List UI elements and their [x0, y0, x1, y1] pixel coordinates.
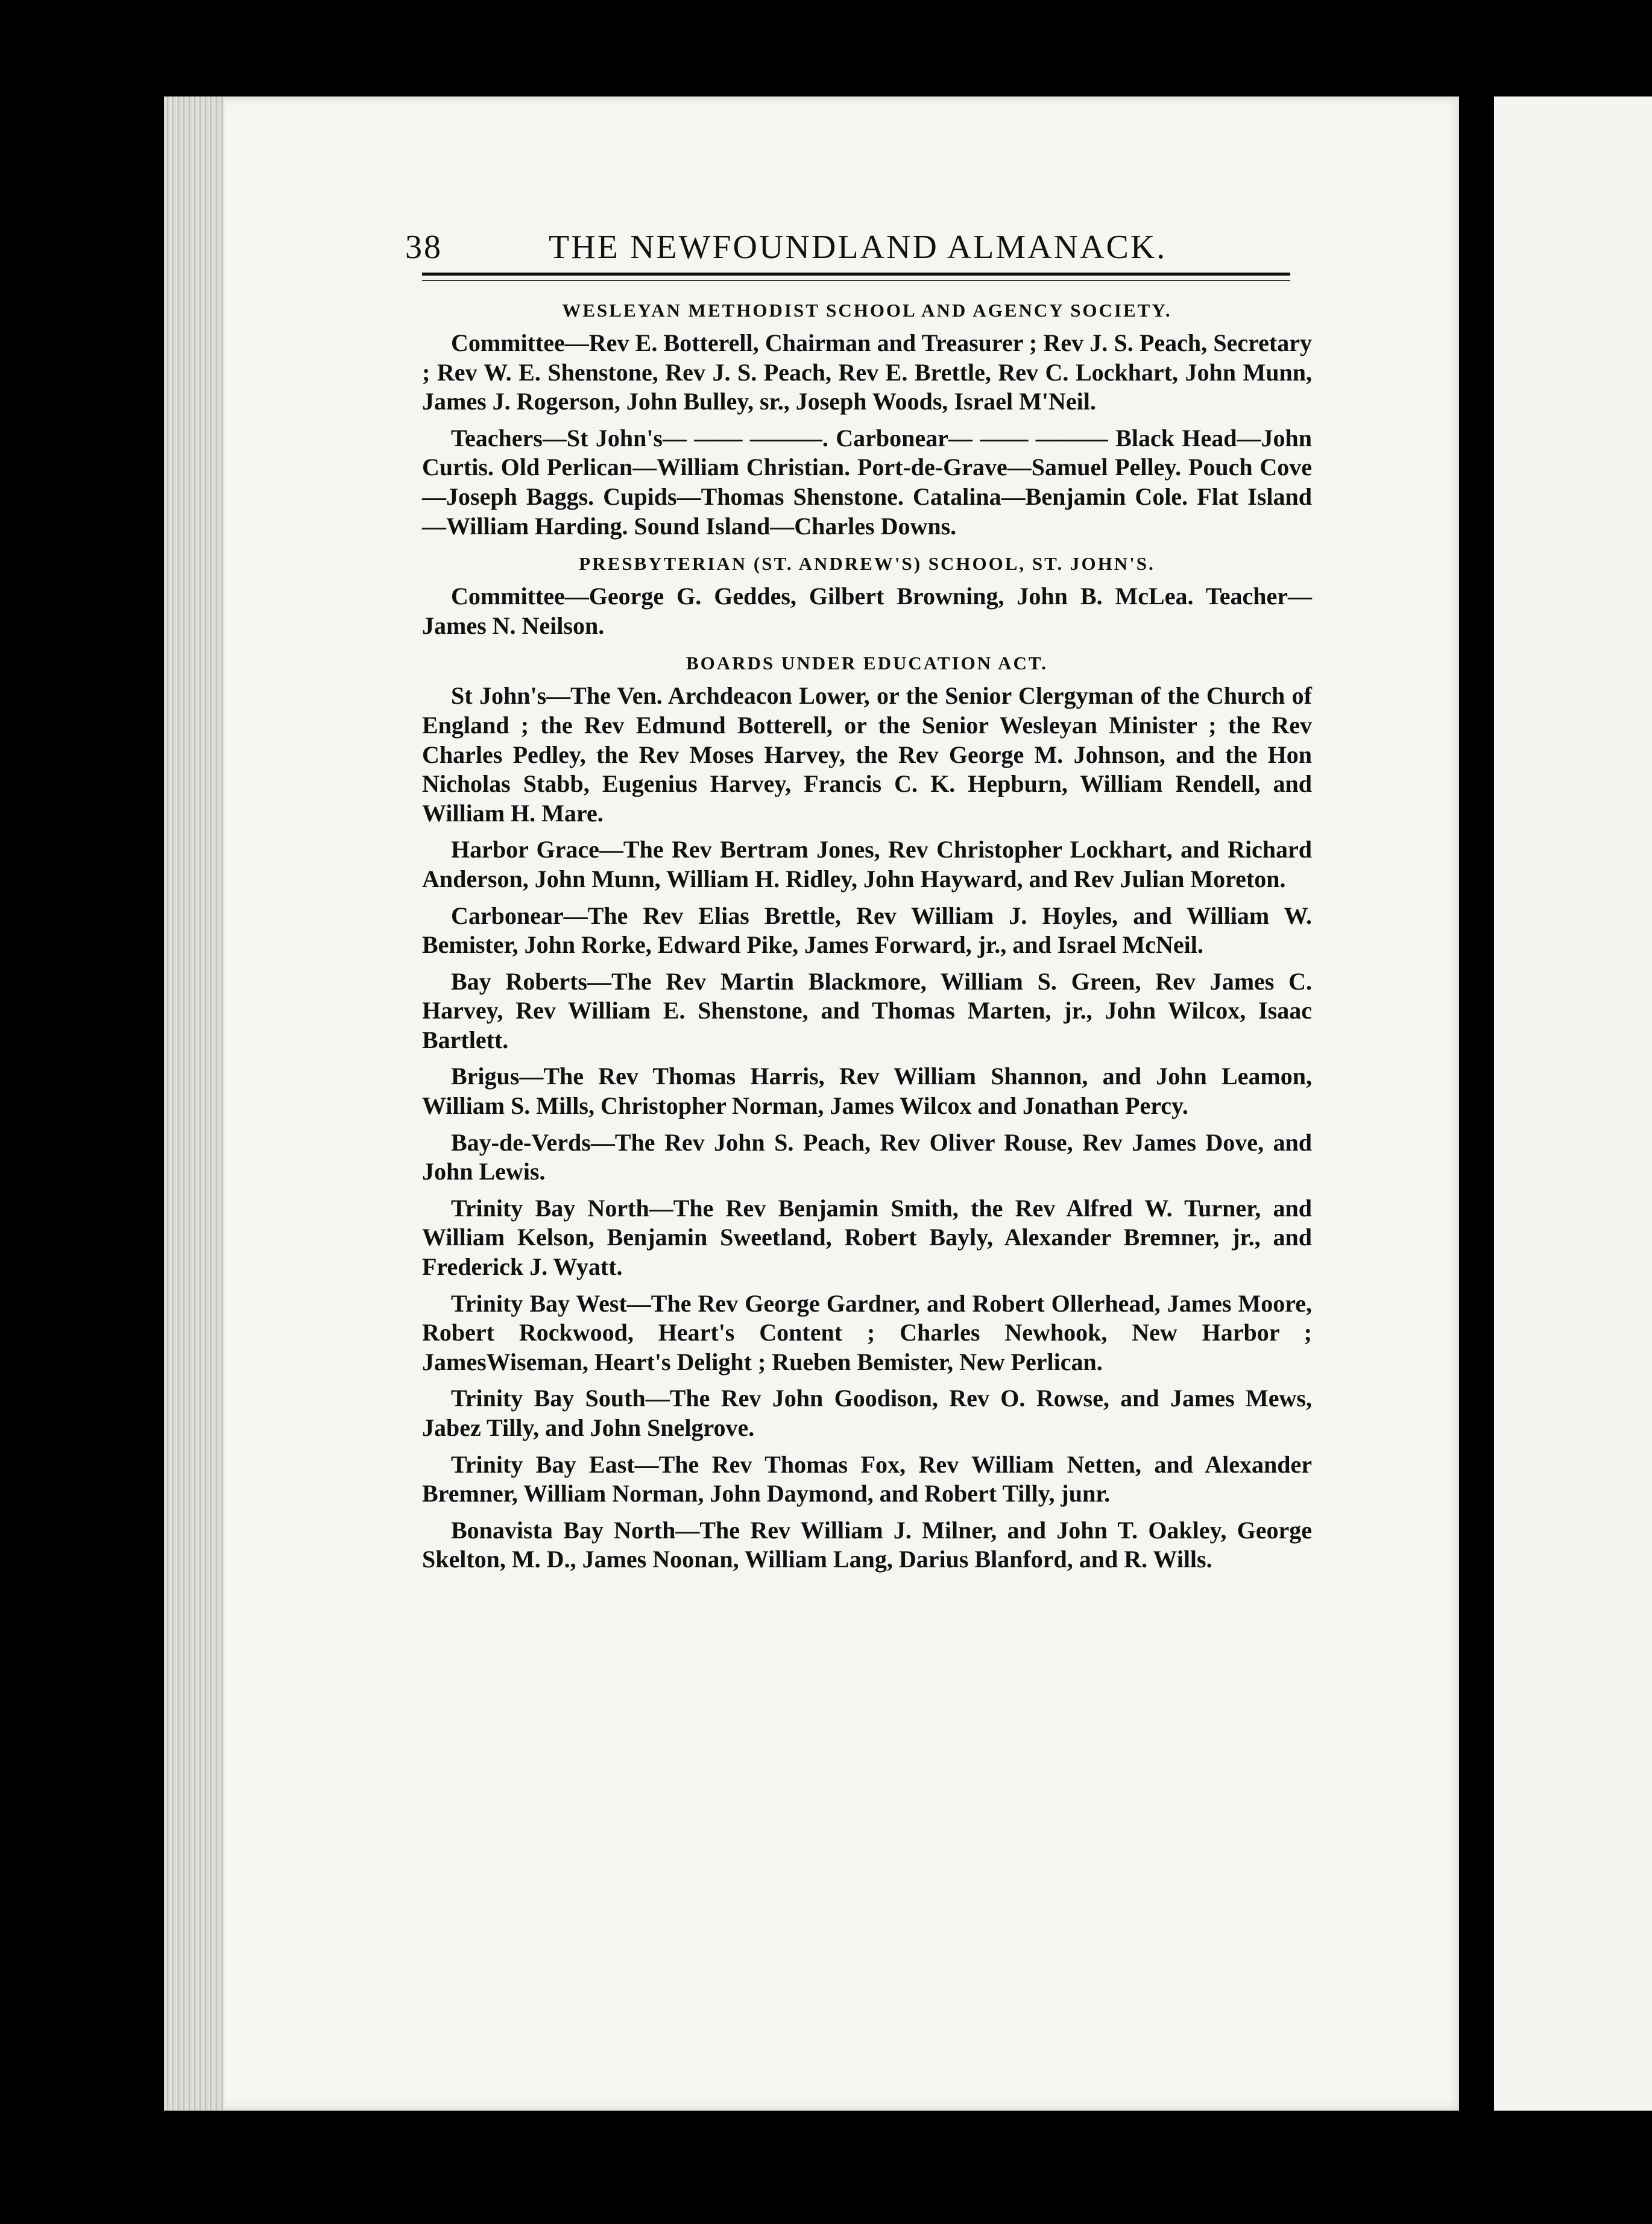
section-title: PRESBYTERIAN (ST. ANDREW'S) SCHOOL, ST. JOHN'S. — [579, 553, 1155, 575]
page-edge — [164, 96, 224, 2111]
paragraph: Committee—George G. Geddes, Gilbert Browning, John B. McLea. Teacher—James N. Neilson. — [422, 583, 1312, 639]
header-rule — [422, 273, 1290, 276]
page-content — [422, 292, 1312, 1582]
paragraph: Brigus—The Rev Thomas Harris, Rev William Shannon, and John Leamon, William S. Mills, Christopher Norman, James Wilcox and Jonathan Percy. — [422, 1063, 1312, 1120]
section-title: WESLEYAN METHODIST SCHOOL AND AGENCY SOCIETY. — [562, 300, 1172, 321]
paragraph: Carbonear—The Rev Elias Brettle, Rev William J. Hoyles, and William W. Bemister, John Rorke, Edward Pike, James Forward, jr., and Israel McNeil. — [422, 902, 1312, 959]
running-title: THE NEWFOUNDLAND ALMANACK. — [549, 229, 1167, 266]
facing-page — [1494, 96, 1652, 2111]
paragraph: Bay-de-Verds—The Rev John S. Peach, Rev Oliver Rouse, Rev James Dove, and John Lewis. — [422, 1128, 1312, 1186]
page-number: 38 — [405, 229, 443, 266]
header-rule-thin — [422, 280, 1290, 281]
paragraph: Committee—Rev E. Botterell, Chairman and Treasurer ; Rev J. S. Peach, Secretary ; Rev W. E. Shenstone, Rev J. S. Peach, Rev E. Brettle, Rev C. Lockhart, John Munn, James J. Rogerson, John Bulley, sr., Joseph Woods, Israel M'Neil. — [422, 329, 1312, 415]
paragraph: Trinity Bay West—The Rev George Gardner, and Robert Ollerhead, James Moore, Robert Rockwood, Heart's Content ; Charles Newhook, New Harbor ; JamesWiseman, Heart's Delight ; Rueben Bemister, New Perlican. — [422, 1289, 1312, 1376]
paragraph: Bay Roberts—The Rev Martin Blackmore, William S. Green, Rev James C. Harvey, Rev William E. Shenstone, and Thomas Marten, jr., John Wilcox, Isaac Bartlett. — [422, 967, 1312, 1054]
paragraph: Teachers—St John's— —— ———. Carbonear— —— ——— Black Head—John Curtis. Old Perlican—William Christian. Port-de-Grave—Samuel Pelley. Pouch Cove—Joseph Baggs. Cupids—Thomas Shenstone. Catalina—Benjamin Cole. Flat Island—William Harding. Sound Island—Charles Downs. — [422, 424, 1312, 540]
paragraph: Harbor Grace—The Rev Bertram Jones, Rev Christopher Lockhart, and Richard Anderson, John Munn, William H. Ridley, John Hayward, and Rev Julian Moreton. — [422, 836, 1312, 892]
paragraph: St John's—The Ven. Archdeacon Lower, or the Senior Clergyman of the Church of England ; the Rev Edmund Botterell, or the Senior Wesleyan Minister ; the Rev Charles Pedley, the Rev Moses Harvey, the Rev George M. Johnson, and the Hon Nicholas Stabb, Eugenius Harvey, Francis C. K. Hepburn, William Rendell, and William H. Mare. — [422, 682, 1312, 827]
section-title: BOARDS UNDER EDUCATION ACT. — [686, 652, 1048, 674]
paragraph: Trinity Bay South—The Rev John Goodison, Rev O. Rowse, and James Mews, Jabez Tilly, and John Snelgrove. — [422, 1385, 1312, 1441]
paragraph: Bonavista Bay North—The Rev William J. Milner, and John T. Oakley, George Skelton, M. D., James Noonan, William Lang, Darius Blanford, and R. Wills. — [422, 1516, 1312, 1573]
paragraph: Trinity Bay East—The Rev Thomas Fox, Rev William Netten, and Alexander Bremner, William Norman, John Daymond, and Robert Tilly, junr. — [422, 1450, 1312, 1508]
paragraph: Trinity Bay North—The Rev Benjamin Smith, the Rev Alfred W. Turner, and William Kelson, Benjamin Sweetland, Robert Bayly, Alexander Bremner, jr., and Frederick J. Wyatt. — [422, 1194, 1312, 1281]
running-header — [405, 228, 1293, 276]
